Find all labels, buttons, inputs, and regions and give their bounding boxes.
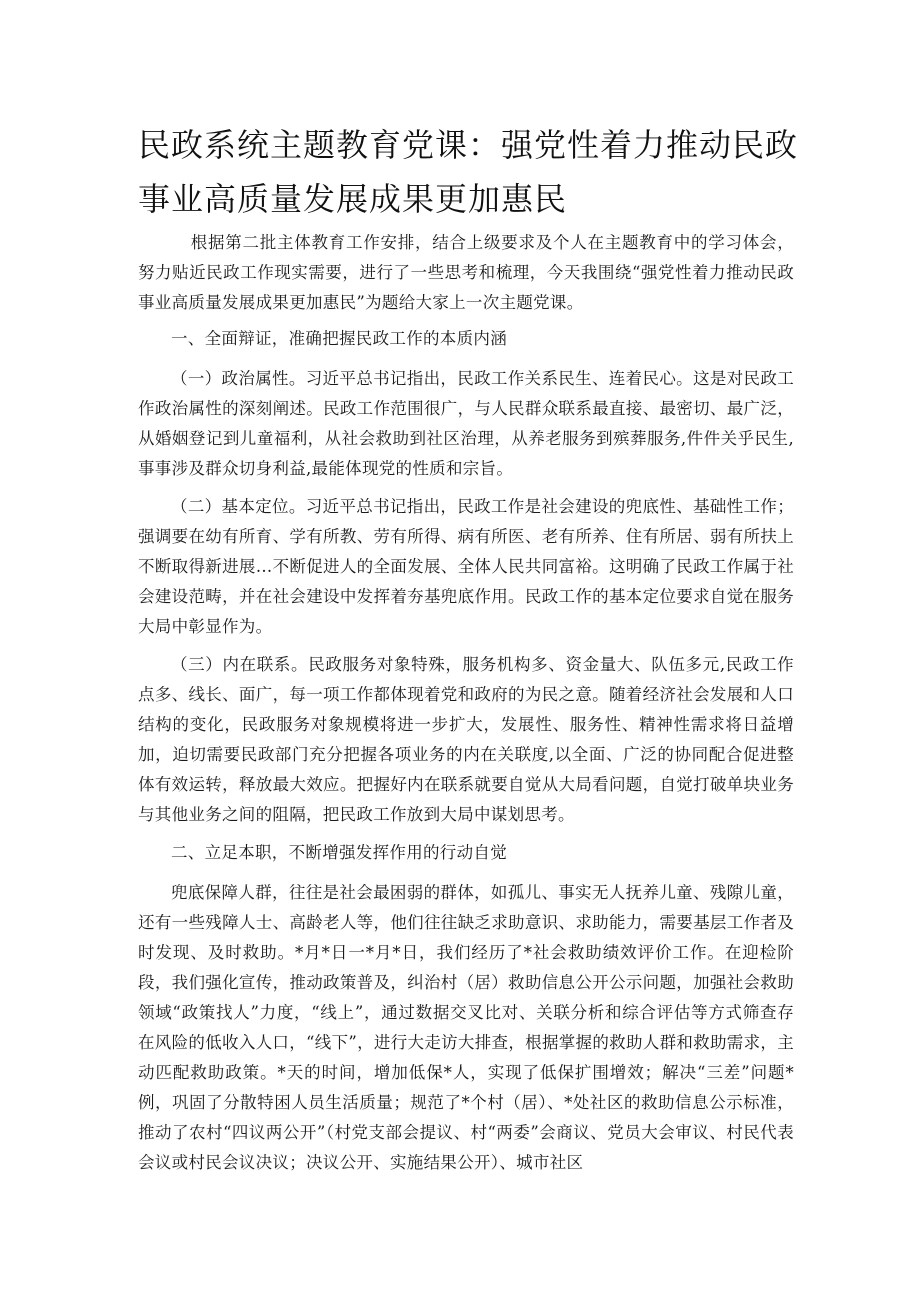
- paragraph-basic-positioning: （二）基本定位。习近平总书记指出，民政工作是社会建设的兜底性、基础性工作；强调要在幼有所育、学有所教、劳有所得、病有所医、老有所养、住有所居、弱有所扶上不断取得新进展…不断促进人的全面发展、全体人民共同富裕。这明确了民政工作属于社会建设范畴，并在社会建设中发挥着夯基兜底作用。民政工作的基本定位要求自觉在服务大局中彰显作为。: [138, 497, 794, 636]
- paragraph-political-attribute: （一）政治属性。习近平总书记指出，民政工作关系民生、连着民心。这是对民政工作政治属性的深刻阐述。民政工作范围很广，与人民群众联系最直接、最密切、最广泛，从婚姻登记到儿童福利，从社会救助到社区治理，从养老服务到殡葬服务,件件关乎民生,事事涉及群众切身利益,最能体现党的性质和宗旨。: [138, 369, 794, 478]
- intro-paragraph: 根据第二批主体教育工作安排，结合上级要求及个人在主题教育中的学习体会，努力贴近民政工作现实需要，进行了一些思考和梳理，今天我围绕“强党性着力推动民政事业高质量发展成果更加惠民”为题给大家上一次主题党课。: [138, 233, 794, 312]
- paragraph-social-assistance: 兜底保障人群，往往是社会最困弱的群体，如孤儿、事实无人抚养儿童、残隙儿童，还有一些残障人士、高龄老人等，他们往往缺乏求助意识、求助能力，需要基层工作者及时发现、及时救助。*月*日一*月*日，我们经历了*社会救助绩效评价工作。在迎检阶段，我们强化宣传，推动政策普及，纠治村（居）救助信息公开公示问题，加强社会救助领域“政策找人”力度，“线上”，通过数据交叉比对、关联分析和综合评估等方式筛查存在风险的低收入人口，“线下”，进行大走访大排查，根据掌握的救助人群和救助需求，主动匹配救助政策。*天的时间，增加低保*人，实现了低保扩围增效；解决“三差”问题*例，巩固了分散特困人员生活质量；规范了*个村（居）、*处社区的救助信息公示标准，推动了农村“四议两公开”（村党支部会提议、村“两委”会商议、党员大会审议、村民代表会议或村民会议决议；决议公开、实施结果公开）、城市社区: [138, 883, 794, 1172]
- document-title: 民政系统主题教育党课：强党性着力推动民政事业高质量发展成果更加惠民: [138, 126, 799, 218]
- paragraph-internal-connection: （三）内在联系。民政服务对象特殊，服务机构多、资金量大、队伍多元,民政工作点多、线长、面广，每一项工作都体现着党和政府的为民之意。随着经济社会发展和人口结构的变化，民政服务对象规模将进一步扩大，发展性、服务性、精神性需求将日益增加，迫切需要民政部门充分把握各项业务的内在关联度,以全面、广泛的协同配合促进整体有效运转，释放最大效应。把握好内在联系就要自觉从大局看问题，自觉打破单块业务与其他业务之间的阻隔，把民政工作放到大局中谋划思考。: [138, 655, 794, 824]
- section-heading-1: 一、全面辩证，准确把握民政工作的本质内涵: [171, 329, 507, 348]
- document-body: [138, 228, 794, 1186]
- section-heading-2: 二、立足本职，不断增强发挥作用的行动自觉: [171, 843, 507, 862]
